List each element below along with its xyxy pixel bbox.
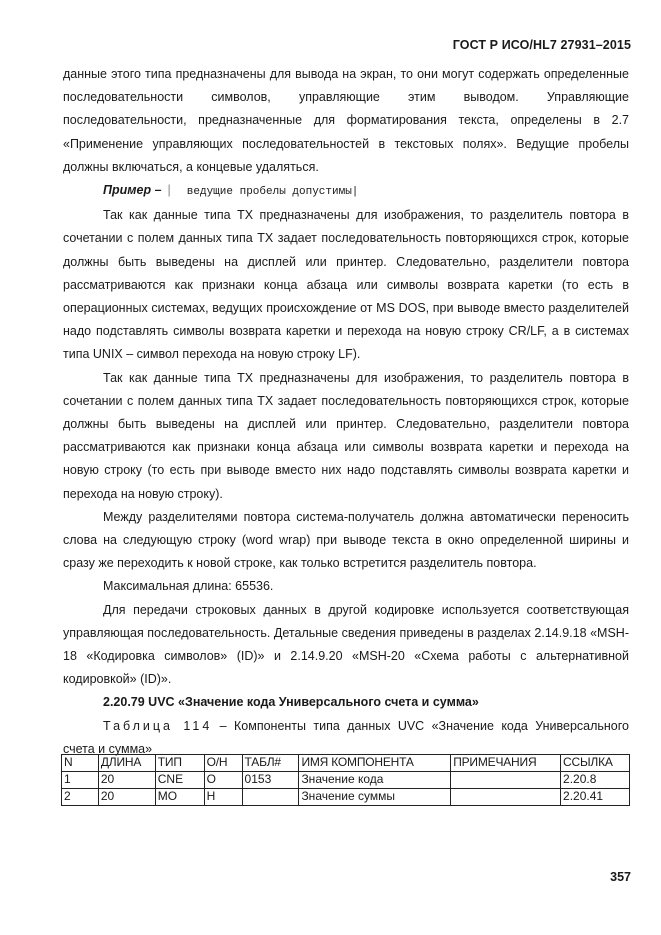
document-header: ГОСТ Р ИСО/HL7 27931–2015 (452, 38, 631, 52)
table-cell: CNE (155, 772, 204, 789)
col-header-type: ТИП (155, 755, 204, 772)
page-body (63, 63, 629, 761)
col-header-n: N (62, 755, 99, 772)
col-header-reference: ССЫЛКА (561, 755, 630, 772)
col-header-notes: ПРИМЕЧАНИЯ (451, 755, 561, 772)
example-line (63, 179, 629, 204)
table-row (62, 772, 630, 789)
table-cell: Н (204, 789, 242, 806)
table-row (62, 789, 630, 806)
table-header-row (62, 755, 630, 772)
table-cell: 1 (62, 772, 99, 789)
table-cell: 2.20.8 (561, 772, 630, 789)
components-table (61, 754, 630, 806)
page-number: 357 (610, 870, 631, 884)
paragraph: Максимальная длина: 65536. (103, 579, 274, 594)
table-cell (451, 789, 561, 806)
table-cell (242, 789, 299, 806)
table-cell: MO (155, 789, 204, 806)
paragraph: Между разделителями повтора система-получатель должна автоматически переносить слова на следующую строку (word wrap) при выводе текста в окно определенной ширины и сразу же переходить к новой строке, как только встретится разделитель повтора. (63, 509, 629, 571)
paragraph: данные этого типа предназначены для вывода на экран, то они могут содержать определенные последовательности символов, управляющие этим выводом. Управляющие последовательности, предназначенные для форматирования текста, определены в 2.7 «Применение управляющих последовательностей в текстовых полях». Ведущие пробелы должны включаться, а концевые удаляться. (63, 67, 629, 174)
col-header-table: ТАБЛ# (242, 755, 299, 772)
table-cell: 2.20.41 (561, 789, 630, 806)
table-cell: 2 (62, 789, 99, 806)
table-cell: 0153 (242, 772, 299, 789)
col-header-opt: О/Н (204, 755, 242, 772)
col-header-component-name: ИМЯ КОМПОНЕНТА (299, 755, 451, 772)
example-separator: | (167, 183, 171, 198)
paragraph: Для передачи строковых данных в другой кодировке используется соответствующая управляющая последовательность. Детальные сведения приведены в разделах 2.14.9.18 «MSH-18 «Кодировка символов» (ID)» и 2.14.9.20 «MSH-20 «Схема работы с альтернативной кодировкой» (ID)». (63, 602, 629, 687)
table-cell: О (204, 772, 242, 789)
table-cell: 20 (98, 772, 155, 789)
table-cell: Значение кода (299, 772, 451, 789)
table-caption-text: – Компоненты типа данных UVC «Значение кода Универсального счета и сумма» (63, 718, 629, 756)
table-cell (451, 772, 561, 789)
table-caption-label: Таблица 114 (103, 718, 213, 733)
example-label: Пример – (103, 183, 162, 198)
col-header-length: ДЛИНА (98, 755, 155, 772)
table-cell: Значение суммы (299, 789, 451, 806)
section-heading: 2.20.79 UVC «Значение кода Универсального счета и сумма» (103, 695, 479, 710)
table-cell: 20 (98, 789, 155, 806)
example-text: ведущие пробелы допустимы| (186, 186, 359, 199)
paragraph: Так как данные типа TX предназначены для изображения, то разделитель повтора в сочетании с полем данных типа TX задает последовательность повторяющихся строк, которые должны быть выведены на дисплей или принтер. Следовательно, разделители повтора рассматриваются как признаки конца абзаца или символы возврата каретки (то есть в операционных системах, ведущих происхождение от MS DOS, при выводе вместо разделителей надо подставлять символы возврата каретки и перехода на новую строку CR/LF, а в системах типа UNIX – символ перехода на новую строку LF). (63, 208, 629, 362)
paragraph: Так как данные типа TX предназначены для изображения, то разделитель повтора в сочетании с полем данных типа TX задает последовательность повторяющихся строк, которые должны быть выведены на дисплей или принтер. Следовательно, разделители повтора рассматриваются как признаки конца абзаца или символы возврата каретки и перехода на новую строку (то есть при выводе вместо них надо подставлять символы возврата каретки и перехода на новую строку). (63, 370, 629, 501)
